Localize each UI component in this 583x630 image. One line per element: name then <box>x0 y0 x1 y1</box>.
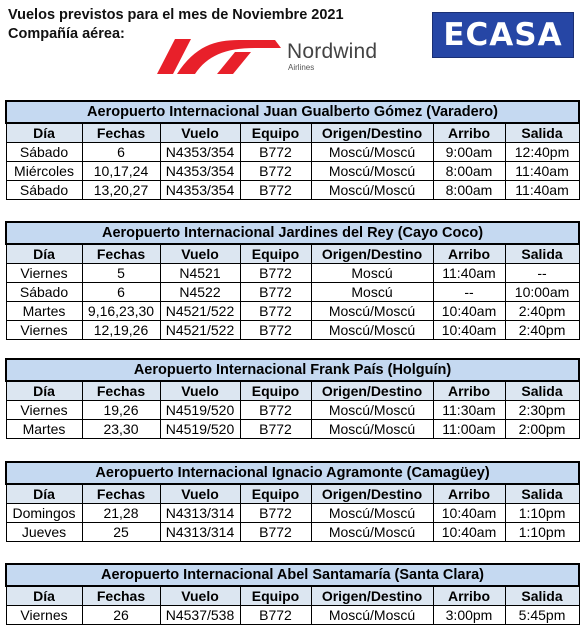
page-title: Vuelos previstos para el mes de Noviembre 2021 <box>8 7 344 23</box>
column-header-fechas: Fechas <box>82 244 160 264</box>
cell-salida: 2:40pm <box>505 321 579 340</box>
ecasa-logo <box>432 12 574 58</box>
cell-fechas: 13,20,27 <box>82 181 160 200</box>
cell-salida: 10:00am <box>505 283 579 302</box>
column-header-vuelo: Vuelo <box>160 244 240 264</box>
schedule-table <box>5 221 580 340</box>
cell-dia: Martes <box>6 420 82 439</box>
column-header-salida: Salida <box>505 244 579 264</box>
cell-arribo: 11:40am <box>433 264 505 283</box>
column-header-dia: Día <box>6 484 82 504</box>
column-header-salida: Salida <box>505 586 579 606</box>
column-header-row <box>6 586 579 606</box>
cell-dia: Domingos <box>6 504 82 523</box>
column-header-fechas: Fechas <box>82 381 160 401</box>
cell-arribo: 10:40am <box>433 504 505 523</box>
airline-sub: Airlines <box>288 63 315 72</box>
column-header-row <box>6 244 579 264</box>
column-header-vuelo: Vuelo <box>160 586 240 606</box>
cell-fechas: 6 <box>82 143 160 162</box>
cell-vuelo: N4521/522 <box>160 321 240 340</box>
cell-salida: 2:40pm <box>505 302 579 321</box>
table-row <box>6 162 579 181</box>
cell-origen-destino: Moscú/Moscú <box>311 401 433 420</box>
cell-fechas: 12,19,26 <box>82 321 160 340</box>
column-header-dia: Día <box>6 381 82 401</box>
cell-equipo: B772 <box>240 302 311 321</box>
table-row <box>6 401 579 420</box>
column-header-origen-destino: Origen/Destino <box>311 484 433 504</box>
cell-vuelo: N4519/520 <box>160 420 240 439</box>
cell-arribo: 8:00am <box>433 181 505 200</box>
cell-equipo: B772 <box>240 143 311 162</box>
cell-vuelo: N4537/538 <box>160 606 240 625</box>
schedule-table <box>5 100 580 200</box>
cell-arribo: 8:00am <box>433 162 505 181</box>
cell-origen-destino: Moscú/Moscú <box>311 504 433 523</box>
cell-arribo: 11:30am <box>433 401 505 420</box>
airport-title: Aeropuerto Internacional Frank País (Holguín) <box>6 359 579 381</box>
airport-title-row <box>6 359 579 381</box>
cell-salida: 2:30pm <box>505 401 579 420</box>
nordwind-logo <box>155 36 395 78</box>
cell-vuelo: N4521 <box>160 264 240 283</box>
cell-dia: Sábado <box>6 143 82 162</box>
column-header-salida: Salida <box>505 484 579 504</box>
cell-origen-destino: Moscú <box>311 264 433 283</box>
column-header-dia: Día <box>6 586 82 606</box>
cell-origen-destino: Moscú/Moscú <box>311 302 433 321</box>
cell-fechas: 19,26 <box>82 401 160 420</box>
cell-equipo: B772 <box>240 264 311 283</box>
ecasa-logo-text: ECASA <box>443 17 563 53</box>
cell-fechas: 26 <box>82 606 160 625</box>
column-header-vuelo: Vuelo <box>160 381 240 401</box>
cell-fechas: 10,17,24 <box>82 162 160 181</box>
cell-equipo: B772 <box>240 504 311 523</box>
airport-title-row <box>6 222 579 244</box>
cell-origen-destino: Moscú/Moscú <box>311 420 433 439</box>
column-header-salida: Salida <box>505 123 579 143</box>
cell-equipo: B772 <box>240 162 311 181</box>
cell-equipo: B772 <box>240 420 311 439</box>
cell-vuelo: N4313/314 <box>160 523 240 542</box>
column-header-dia: Día <box>6 244 82 264</box>
column-header-salida: Salida <box>505 381 579 401</box>
cell-salida: 1:10pm <box>505 523 579 542</box>
table-row <box>6 523 579 542</box>
cell-dia: Sábado <box>6 283 82 302</box>
column-header-arribo: Arribo <box>433 123 505 143</box>
cell-origen-destino: Moscú/Moscú <box>311 321 433 340</box>
cell-dia: Viernes <box>6 321 82 340</box>
cell-equipo: B772 <box>240 181 311 200</box>
airline-label: Compañía aérea: <box>8 26 125 42</box>
cell-fechas: 23,30 <box>82 420 160 439</box>
column-header-dia: Día <box>6 123 82 143</box>
table-row <box>6 283 579 302</box>
table-row <box>6 302 579 321</box>
cell-vuelo: N4353/354 <box>160 162 240 181</box>
cell-dia: Viernes <box>6 264 82 283</box>
table-row <box>6 143 579 162</box>
cell-dia: Viernes <box>6 401 82 420</box>
cell-equipo: B772 <box>240 523 311 542</box>
cell-origen-destino: Moscú/Moscú <box>311 162 433 181</box>
cell-dia: Sábado <box>6 181 82 200</box>
airport-title-row <box>6 101 579 123</box>
table-row <box>6 321 579 340</box>
schedule-table <box>5 461 580 542</box>
cell-equipo: B772 <box>240 606 311 625</box>
airline-name: Nordwind <box>287 40 378 63</box>
cell-fechas: 6 <box>82 283 160 302</box>
cell-dia: Viernes <box>6 606 82 625</box>
cell-arribo: 10:40am <box>433 321 505 340</box>
table-row <box>6 606 579 625</box>
airport-title: Aeropuerto Internacional Jardines del Rey (Cayo Coco) <box>6 222 579 244</box>
cell-fechas: 5 <box>82 264 160 283</box>
cell-vuelo: N4522 <box>160 283 240 302</box>
column-header-equipo: Equipo <box>240 484 311 504</box>
column-header-origen-destino: Origen/Destino <box>311 381 433 401</box>
cell-arribo: 10:40am <box>433 302 505 321</box>
column-header-row <box>6 123 579 143</box>
cell-arribo: 3:00pm <box>433 606 505 625</box>
column-header-equipo: Equipo <box>240 244 311 264</box>
cell-salida: 12:40pm <box>505 143 579 162</box>
cell-arribo: 9:00am <box>433 143 505 162</box>
column-header-origen-destino: Origen/Destino <box>311 123 433 143</box>
cell-arribo: 10:40am <box>433 523 505 542</box>
cell-arribo: -- <box>433 283 505 302</box>
column-header-vuelo: Vuelo <box>160 484 240 504</box>
cell-vuelo: N4353/354 <box>160 181 240 200</box>
column-header-row <box>6 381 579 401</box>
cell-arribo: 11:00am <box>433 420 505 439</box>
airport-title: Aeropuerto Internacional Ignacio Agramonte (Camagüey) <box>6 462 579 484</box>
cell-fechas: 21,28 <box>82 504 160 523</box>
cell-vuelo: N4521/522 <box>160 302 240 321</box>
column-header-equipo: Equipo <box>240 123 311 143</box>
cell-fechas: 25 <box>82 523 160 542</box>
column-header-equipo: Equipo <box>240 586 311 606</box>
column-header-fechas: Fechas <box>82 484 160 504</box>
column-header-row <box>6 484 579 504</box>
cell-origen-destino: Moscú/Moscú <box>311 181 433 200</box>
column-header-fechas: Fechas <box>82 586 160 606</box>
airport-title: Aeropuerto Internacional Abel Santamaría (Santa Clara) <box>6 564 579 586</box>
cell-salida: 5:45pm <box>505 606 579 625</box>
airport-title-row <box>6 462 579 484</box>
table-row <box>6 504 579 523</box>
column-header-fechas: Fechas <box>82 123 160 143</box>
cell-equipo: B772 <box>240 321 311 340</box>
airport-title: Aeropuerto Internacional Juan Gualberto Gómez (Varadero) <box>6 101 579 123</box>
cell-origen-destino: Moscú/Moscú <box>311 143 433 162</box>
schedule-table <box>5 563 580 625</box>
cell-origen-destino: Moscú <box>311 283 433 302</box>
cell-equipo: B772 <box>240 401 311 420</box>
cell-dia: Miércoles <box>6 162 82 181</box>
cell-origen-destino: Moscú/Moscú <box>311 606 433 625</box>
cell-dia: Jueves <box>6 523 82 542</box>
cell-salida: 11:40am <box>505 162 579 181</box>
table-row <box>6 181 579 200</box>
cell-vuelo: N4313/314 <box>160 504 240 523</box>
cell-salida: -- <box>505 264 579 283</box>
cell-salida: 1:10pm <box>505 504 579 523</box>
cell-origen-destino: Moscú/Moscú <box>311 523 433 542</box>
column-header-arribo: Arribo <box>433 381 505 401</box>
table-row <box>6 264 579 283</box>
cell-salida: 11:40am <box>505 181 579 200</box>
column-header-arribo: Arribo <box>433 586 505 606</box>
table-row <box>6 420 579 439</box>
cell-salida: 2:00pm <box>505 420 579 439</box>
airport-title-row <box>6 564 579 586</box>
column-header-arribo: Arribo <box>433 244 505 264</box>
column-header-equipo: Equipo <box>240 381 311 401</box>
cell-dia: Martes <box>6 302 82 321</box>
cell-vuelo: N4353/354 <box>160 143 240 162</box>
column-header-origen-destino: Origen/Destino <box>311 244 433 264</box>
cell-vuelo: N4519/520 <box>160 401 240 420</box>
column-header-origen-destino: Origen/Destino <box>311 586 433 606</box>
cell-fechas: 9,16,23,30 <box>82 302 160 321</box>
schedule-table <box>5 358 580 439</box>
column-header-vuelo: Vuelo <box>160 123 240 143</box>
nordwind-mark-icon <box>155 36 283 76</box>
cell-equipo: B772 <box>240 283 311 302</box>
column-header-arribo: Arribo <box>433 484 505 504</box>
